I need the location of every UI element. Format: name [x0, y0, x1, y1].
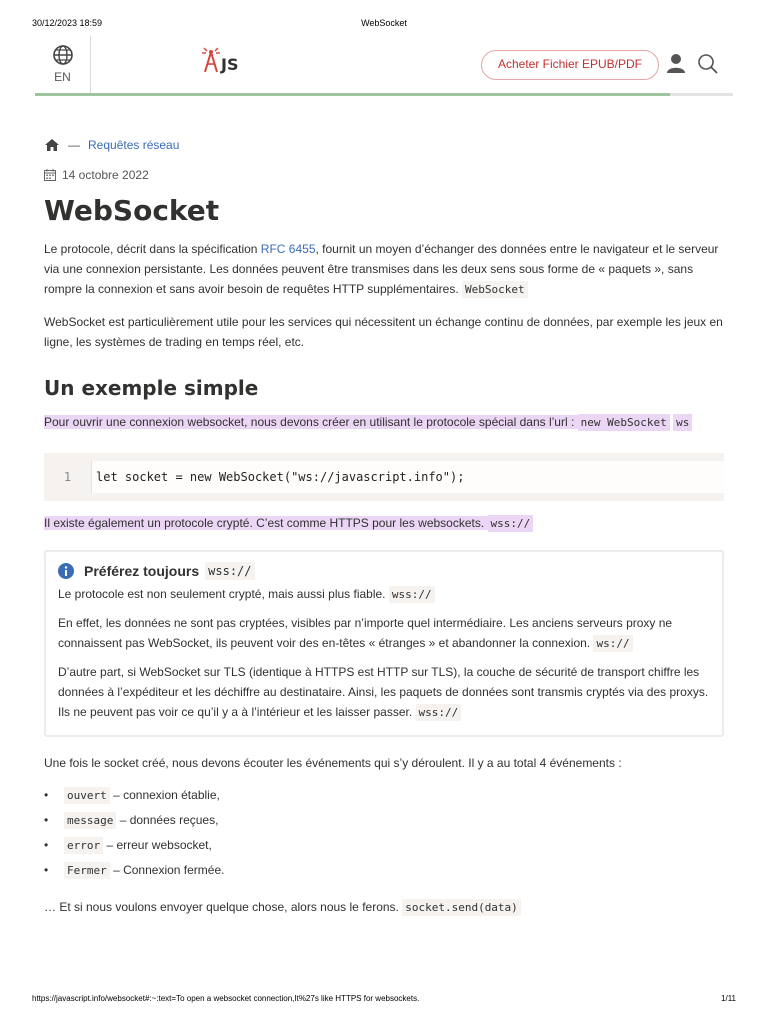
notice-text: En effet, les données ne sont pas cryptées, visibles par n’importe quel intermédiaire. Les anciens serveurs proxy ne connaissent pas WebSocket, ils peuvent voir des en-têtes « étranges » et abandonner la connexion. [58, 616, 673, 650]
publish-date-text: 14 octobre 2022 [62, 168, 149, 182]
send-paragraph [44, 897, 724, 918]
info-icon [58, 563, 74, 579]
buy-epub-pdf-button[interactable]: Acheter Fichier EPUB/PDF [481, 50, 659, 80]
reading-progress-fill [35, 93, 670, 96]
notice-paragraph [58, 584, 710, 605]
info-notice [44, 550, 724, 737]
print-url: https://javascript.info/websocket#:~:text=To open a websocket connection,It%27s like HTTPS for websockets. [32, 994, 420, 1003]
send-text: … Et si nous voulons envoyer quelque chose, alors nous le ferons. [44, 900, 403, 914]
globe-icon [52, 44, 74, 66]
inline-code: WebSocket [462, 281, 528, 298]
section-heading: Un exemple simple [44, 376, 259, 400]
publish-date [44, 168, 724, 182]
site-header [35, 36, 733, 96]
inline-code: socket.send(data) [402, 899, 521, 916]
inline-code: ws [673, 414, 692, 431]
inline-code: new WebSocket [578, 414, 670, 431]
print-header [32, 18, 736, 32]
encrypted-protocol-paragraph [44, 513, 724, 534]
intro-text-2: , fournit un moyen d’échanger des données entre le navigateur et le serveur via une connexion persistante. Les données peuvent être transmises dans les deux sens sous forme de « paquets », sans rompre la connexion et sans avoir besoin de requêtes HTTP supplémentaires. [44, 242, 719, 296]
rfc-6455-link[interactable]: RFC 6455 [260, 242, 316, 256]
user-icon[interactable] [665, 52, 687, 74]
code-block [44, 453, 724, 501]
article [44, 136, 724, 918]
breadcrumb-link-network-requests[interactable]: Requêtes réseau [88, 138, 180, 152]
notice-paragraph [58, 613, 710, 654]
notice-title-text: Préférez toujours [84, 563, 200, 579]
event-name-code: ouvert [64, 787, 110, 804]
events-intro-paragraph: Une fois le socket créé, nous devons écouter les événements qui s’y déroulent. Il y a au total 4 événements : [44, 756, 622, 770]
event-name-code: message [64, 812, 116, 829]
use-cases-paragraph: WebSocket est particulièrement utile pour les services qui nécessitent un échange continu de données, par exemple les jeux en ligne, les systèmes de trading en temps réel, etc. [44, 315, 723, 349]
inline-code: wss:// [205, 562, 254, 580]
page-title: WebSocket [44, 194, 220, 227]
events-list [44, 783, 724, 883]
open-connection-paragraph [44, 412, 724, 433]
breadcrumb-separator: — [68, 138, 80, 152]
event-description: – données reçues, [116, 813, 219, 827]
inline-code: wss:// [389, 586, 435, 603]
print-title: WebSocket [361, 18, 407, 28]
breadcrumb [44, 136, 724, 154]
intro-paragraph [44, 239, 724, 300]
logo-antenna-icon [201, 46, 221, 74]
notice-text: Le protocole est non seulement crypté, mais aussi plus fiable. [58, 587, 389, 601]
home-icon[interactable] [44, 138, 60, 152]
site-logo[interactable] [201, 46, 247, 74]
print-footer [32, 994, 736, 1008]
language-switcher[interactable] [35, 36, 91, 94]
notice-text: D’autre part, si WebSocket sur TLS (identique à HTTPS est HTTP sur TLS), la couche de sécurité de transport chiffre les données à l’expéditeur et les déchiffre au destinataire. Ainsi, les paquets de données sont transmis cryptés via des proxys. Ils ne peuvent pas voir ce qu’il y a à l’intérieur et les laisser passer. [58, 665, 709, 719]
search-icon[interactable] [697, 53, 719, 75]
inline-code: wss:// [416, 704, 462, 721]
language-label: EN [54, 70, 71, 84]
code-line-wrapper [92, 461, 724, 493]
notice-paragraph [58, 662, 710, 723]
event-description: – connexion établie, [109, 788, 220, 802]
inline-code: ws:// [593, 635, 632, 652]
intro-text-1: Le protocole, décrit dans la spécification [44, 242, 261, 256]
highlighted-text: Pour ouvrir une connexion websocket, nous devons créer en utilisant le protocole spécial dans l’url : [44, 415, 578, 429]
event-name-code: error [64, 837, 103, 854]
list-item [44, 858, 724, 883]
inline-code: wss:// [488, 515, 534, 532]
print-page-number: 1/11 [721, 994, 736, 1003]
line-number: 1 [44, 461, 92, 493]
calendar-icon [44, 169, 56, 181]
list-item [44, 783, 724, 808]
event-name-code: Fermer [64, 862, 110, 879]
code-line: let socket = new WebSocket("ws://javascript.info"); [96, 470, 465, 484]
highlighted-text: Il existe également un protocole crypté. C’est comme HTTPS pour les websockets. [44, 516, 488, 530]
notice-title [58, 562, 710, 580]
logo-text: JS [221, 55, 239, 74]
reading-progress-bar [35, 93, 733, 96]
list-item [44, 833, 724, 858]
print-datetime: 30/12/2023 18:59 [32, 18, 103, 28]
list-item [44, 808, 724, 833]
event-description: – Connexion fermée. [109, 863, 225, 877]
event-description: – erreur websocket, [103, 838, 212, 852]
